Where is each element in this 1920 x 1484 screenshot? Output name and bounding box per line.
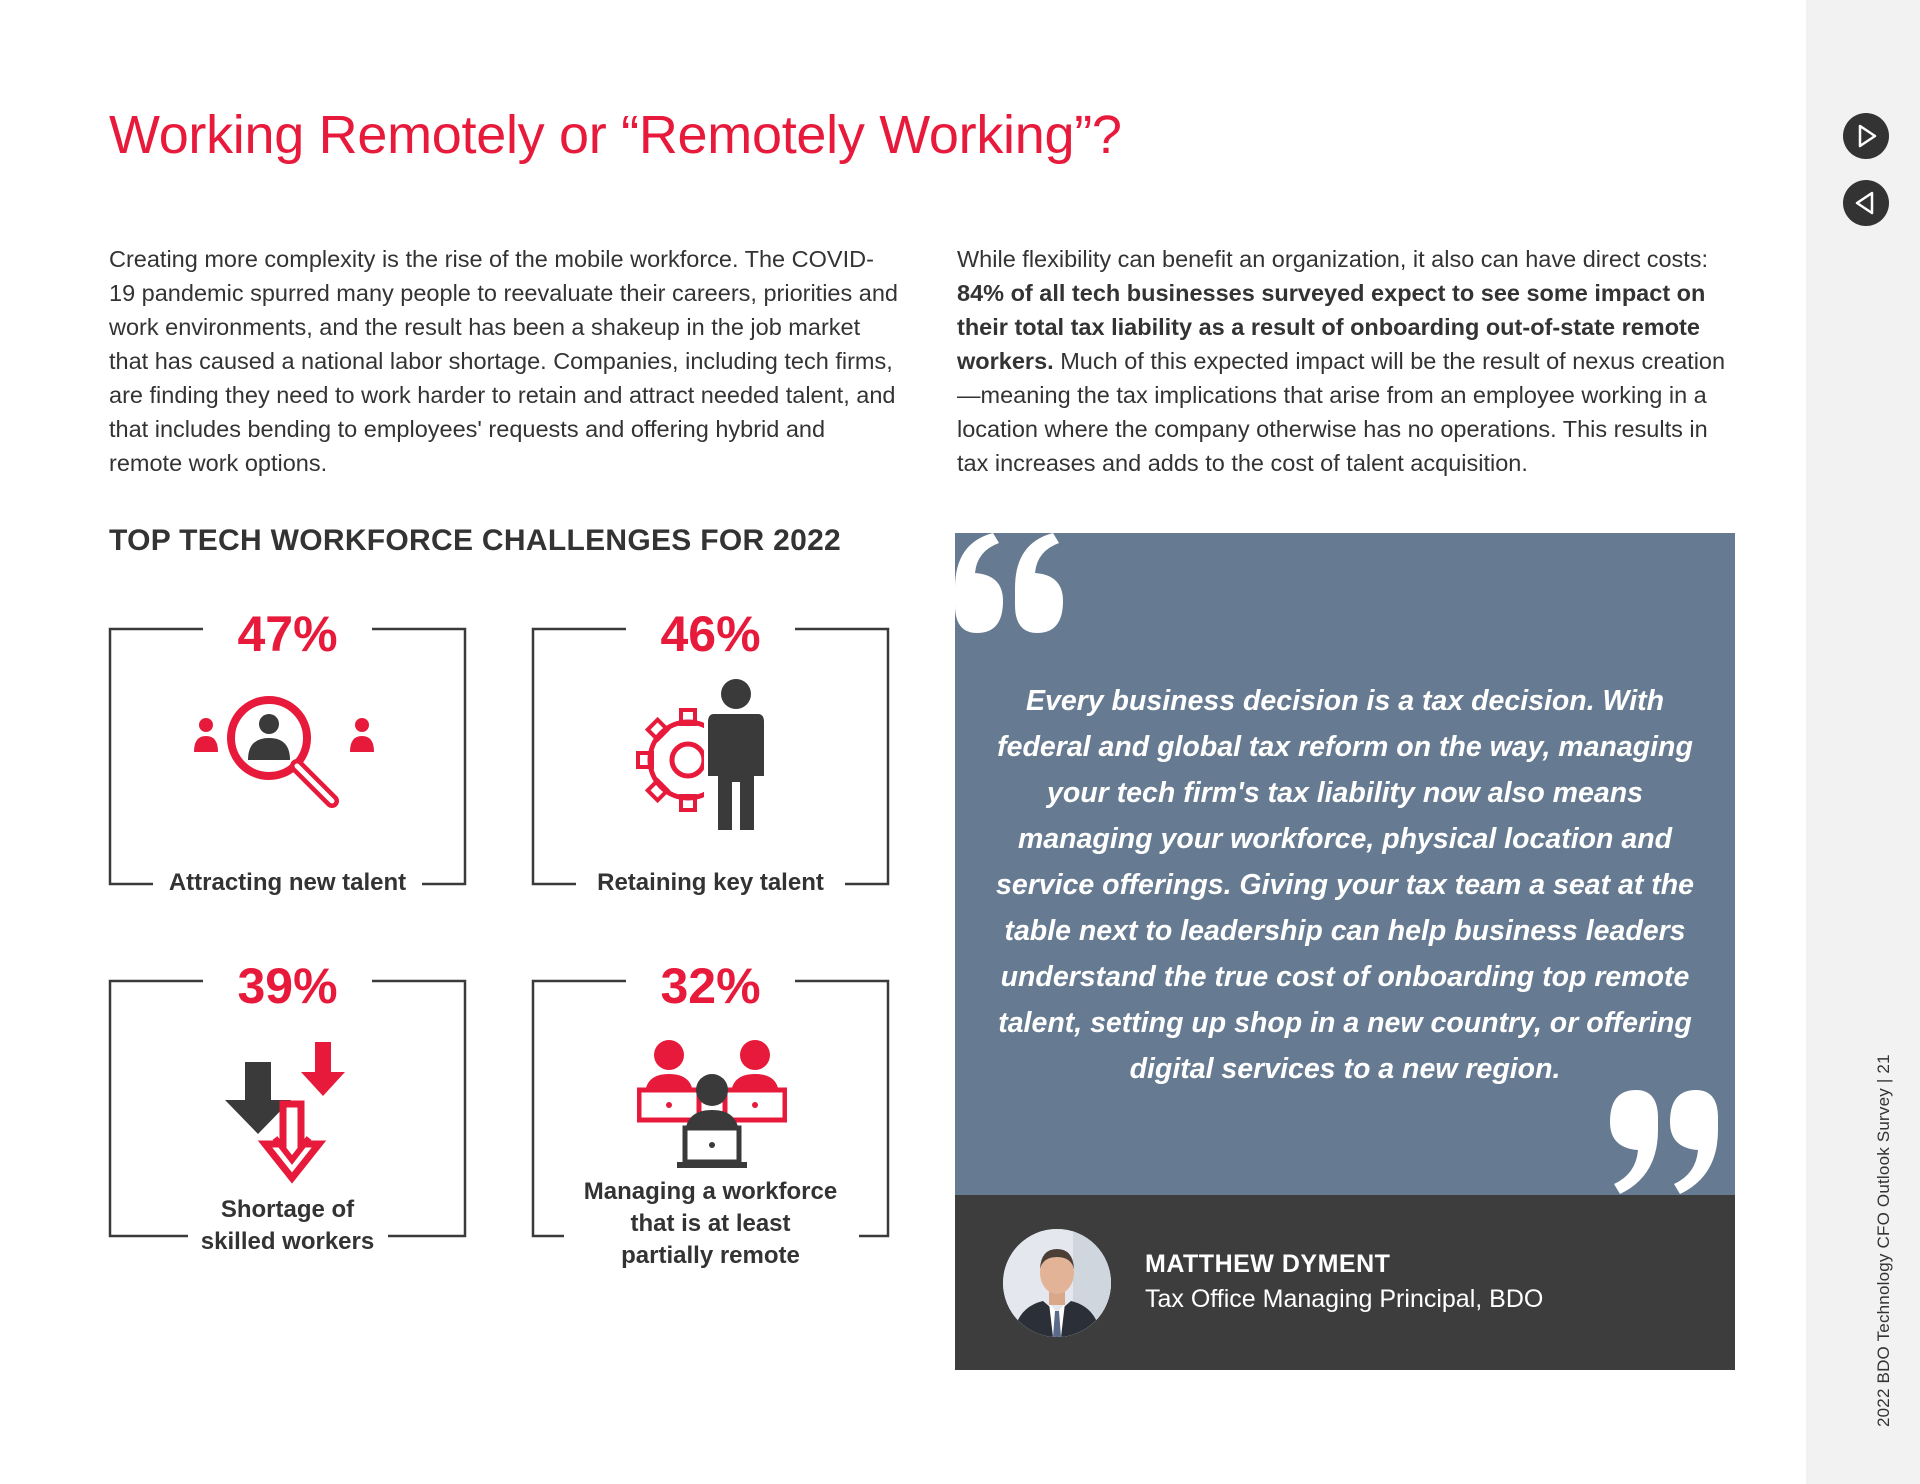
author-photo: [1003, 1229, 1111, 1337]
next-page-button[interactable]: [1843, 113, 1889, 159]
play-next-icon: [1843, 113, 1889, 159]
stat-attracting-talent: [109, 606, 466, 896]
stat-label: [109, 1194, 466, 1258]
open-quote-icon: [955, 533, 1085, 641]
stat-remote-workforce: [532, 958, 889, 1269]
intro-right-paragraph: [957, 242, 1737, 480]
stat-label-line: Shortage of: [220, 1196, 355, 1223]
close-quote-icon: [1610, 1078, 1735, 1195]
section-heading: TOP TECH WORKFORCE CHALLENGES FOR 2022: [109, 524, 842, 557]
author-bar: [955, 1195, 1735, 1370]
stat-label: [532, 1176, 889, 1272]
stat-label-line: skilled workers: [200, 1228, 375, 1255]
quote-box: [955, 533, 1735, 1195]
sidebar: [1806, 0, 1920, 1484]
stat-retaining-talent: [532, 606, 889, 896]
stat-percent: 39%: [237, 958, 338, 1014]
play-prev-icon: [1843, 180, 1889, 226]
avatar: [1003, 1229, 1111, 1337]
talent-search-icon: [184, 684, 384, 824]
stat-percent: 47%: [237, 606, 338, 662]
previous-page-button[interactable]: [1843, 180, 1889, 226]
gear-person-icon: [632, 678, 792, 838]
stat-percent: 46%: [660, 606, 761, 662]
stat-label: Attracting new talent: [168, 869, 407, 896]
page-title: Working Remotely or “Remotely Working”?: [109, 105, 1122, 165]
author-name: MATTHEW DYMENT: [1145, 1250, 1391, 1278]
author-title: Tax Office Managing Principal, BDO: [1145, 1285, 1544, 1313]
intro-right-lead: While flexibility can benefit an organization, it also can have direct costs:: [957, 246, 1709, 272]
quote-text: Every business decision is a tax decision. With federal and global tax reform on the way, managing your tech firm's tax liability now also means managing your workforce, physical location and service offerings. Giving your tax team a seat at the table next to leadership can help business leaders understand the true cost of onboarding top remote talent, setting up shop in a new country, or offering digital services to a new region.: [996, 685, 1694, 1085]
stat-label-line: Managing a workforce: [583, 1178, 838, 1205]
stat-skills-shortage: [109, 958, 466, 1255]
stat-label-line: that is at least: [630, 1210, 791, 1237]
stat-label: Retaining key talent: [597, 869, 824, 896]
down-arrows-icon: [215, 1042, 365, 1188]
intro-right-rest: Much of this expected impact will be the result of nexus creation—meaning the tax implications that arise from an employee working in a location where the company otherwise has no operations. This results in tax increases and adds to the cost of talent acquisition.: [957, 348, 1726, 476]
page-footer: 2022 BDO Technology CFO Outlook Survey | 21: [1874, 1054, 1893, 1427]
intro-right-bold: 84% of all tech businesses surveyed expect to see some impact on their total tax liability as a result of onboarding out-of-state remote workers.: [957, 280, 1706, 374]
stat-label-line: partially remote: [621, 1242, 800, 1269]
intro-left-paragraph: Creating more complexity is the rise of the mobile workforce. The COVID-19 pandemic spurred many people to reevaluate their careers, priorities and work environments, and the result has been a shakeup in the job market that has caused a national labor shortage. Companies, including tech firms, are finding they need to work harder to retain and attract needed talent, and that includes bending to employees' requests and offering hybrid and remote work options.: [109, 246, 898, 476]
stat-percent: 32%: [660, 958, 761, 1014]
remote-team-icon: [637, 1038, 787, 1174]
